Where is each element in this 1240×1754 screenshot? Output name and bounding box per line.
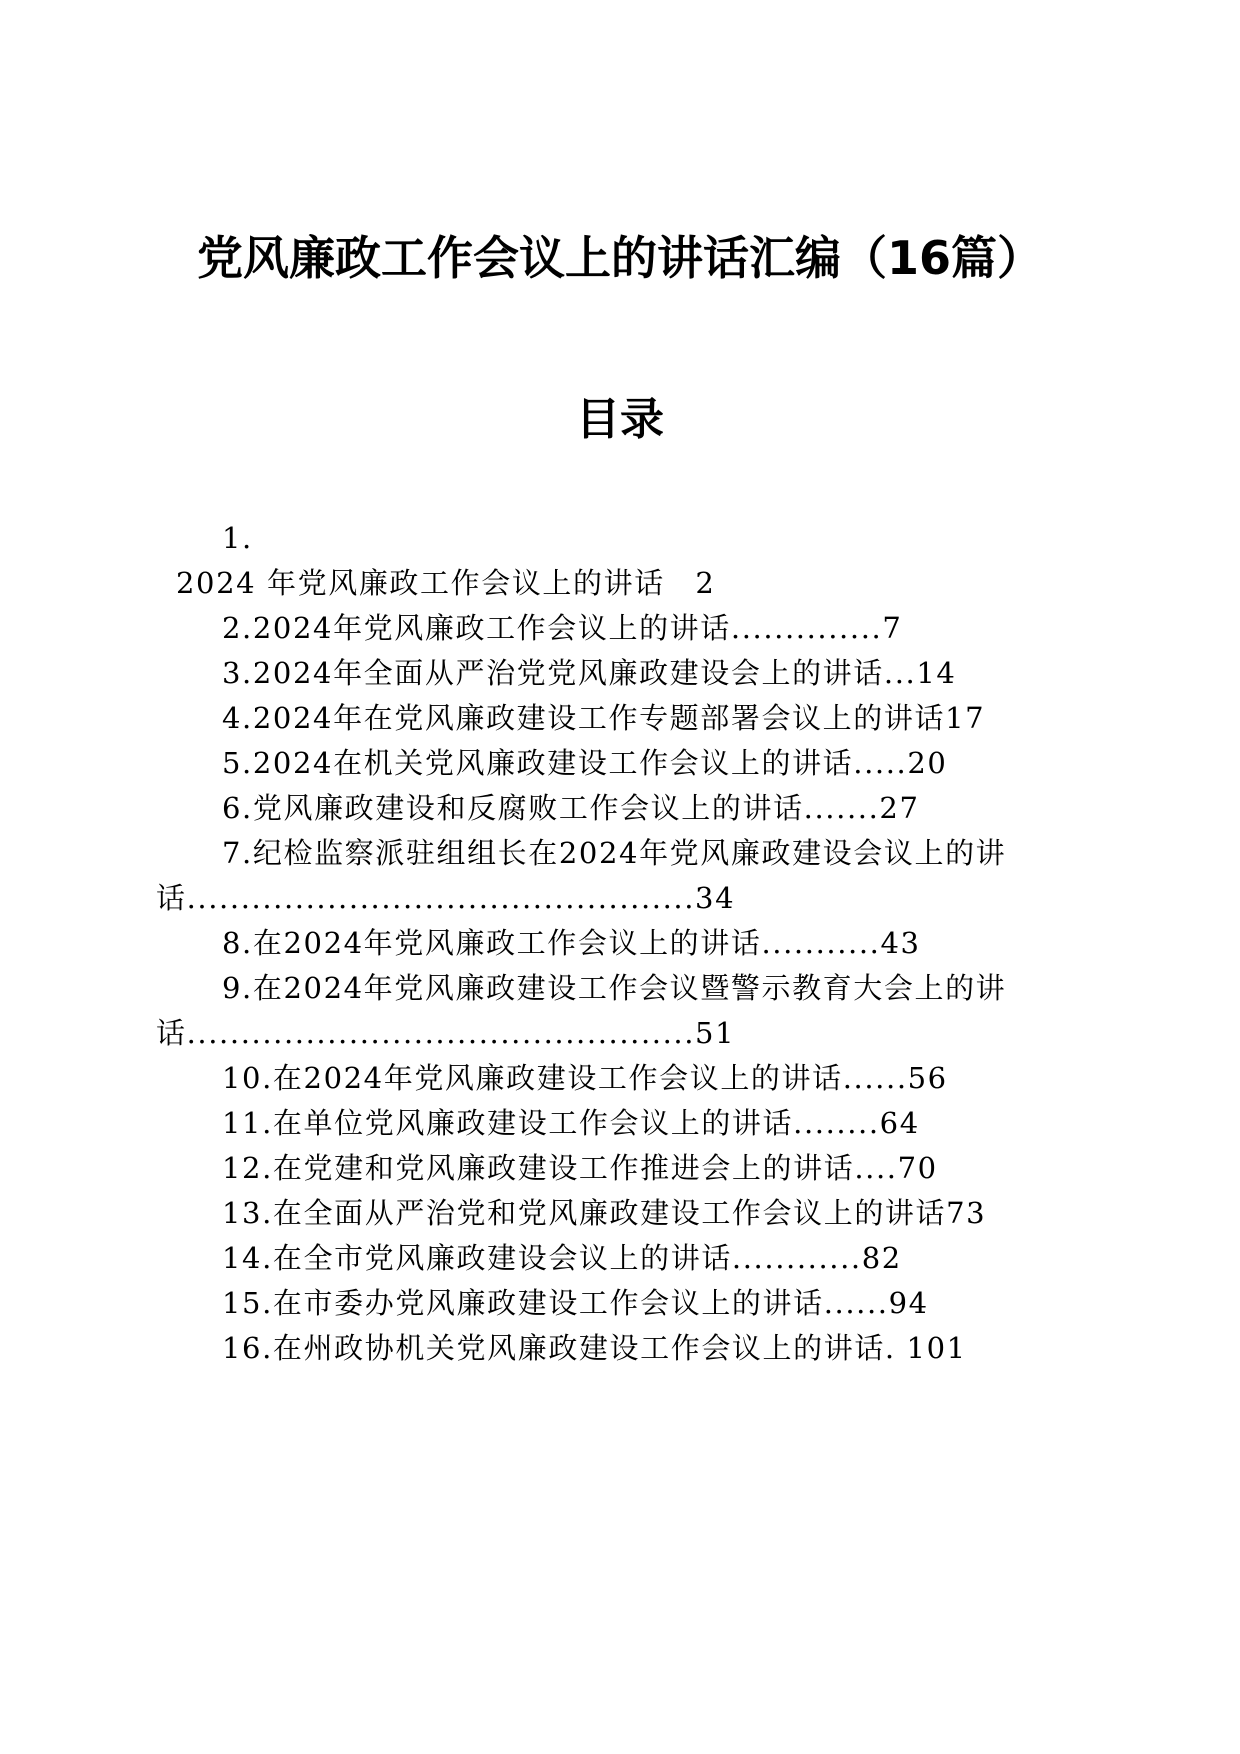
toc-entry-7: 7.纪检监察派驻组组长在2024年党风廉政建设会议上的讲 <box>222 836 1007 870</box>
toc-entry-3: 3.2024年全面从严治党党风廉政建设会上的讲话...14 <box>222 656 957 690</box>
toc-entry-8: 8.在2024年党风廉政工作会议上的讲话...........43 <box>222 926 921 960</box>
toc-entry-1: 2024 年党风廉政工作会议上的讲话 2 <box>176 566 716 600</box>
toc-entry-9: 9.在2024年党风廉政建设工作会议暨警示教育大会上的讲 <box>222 971 1007 1005</box>
toc-entry-12: 12.在党建和党风廉政建设工作推进会上的讲话....70 <box>222 1151 938 1185</box>
toc-entry-2: 2.2024年党风廉政工作会议上的讲话..............7 <box>222 611 903 645</box>
toc-heading: 目录 <box>576 394 664 445</box>
toc-entry-11: 11.在单位党风廉政建设工作会议上的讲话........64 <box>222 1106 920 1140</box>
toc-entry-4: 4.2024年在党风廉政建设工作专题部署会议上的讲话17 <box>222 701 986 735</box>
document-title: 党风廉政工作会议上的讲话汇编（16篇） <box>196 231 1043 285</box>
toc-entry-5: 5.2024在机关党风廉政建设工作会议上的讲话.....20 <box>222 746 948 780</box>
toc-entry-9-continued: 话...............................................51 <box>156 1016 736 1050</box>
toc-entry-6: 6.党风廉政建设和反腐败工作会议上的讲话.......27 <box>222 791 920 825</box>
toc-entry-13: 13.在全面从严治党和党风廉政建设工作会议上的讲话73 <box>222 1196 987 1230</box>
toc-entry-1-number: 1. <box>222 521 253 555</box>
toc-entry-16: 16.在州政协机关党风廉政建设工作会议上的讲话. 101 <box>222 1331 967 1365</box>
toc-entry-14: 14.在全市党风廉政建设会议上的讲话............82 <box>222 1241 902 1275</box>
toc-entry-7-continued: 话...............................................34 <box>156 881 736 915</box>
toc-entry-10: 10.在2024年党风廉政建设工作会议上的讲话......56 <box>222 1061 948 1095</box>
toc-entry-15: 15.在市委办党风廉政建设工作会议上的讲话......94 <box>222 1286 929 1320</box>
